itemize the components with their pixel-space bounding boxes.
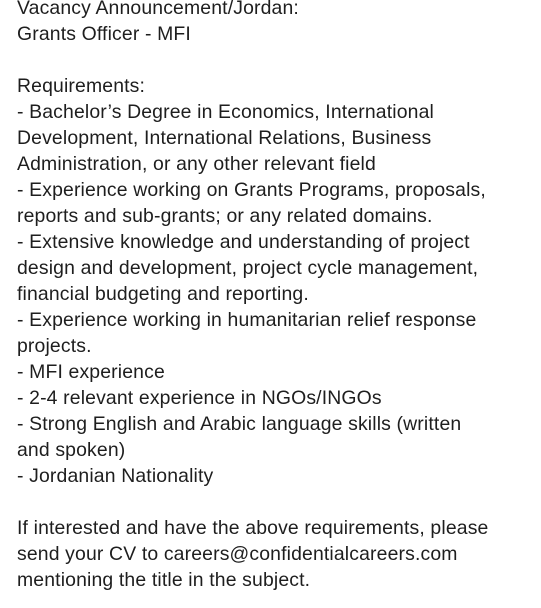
requirements-section xyxy=(17,73,535,489)
requirement-item xyxy=(17,229,535,307)
requirement-item xyxy=(17,385,535,411)
requirement-line: Development, International Relations, Business xyxy=(17,127,432,149)
closing-line: mentioning the title in the subject. xyxy=(17,569,311,591)
requirement-line: reports and sub-grants; or any related domains. xyxy=(17,205,433,227)
requirement-line: financial budgeting and reporting. xyxy=(17,283,309,305)
requirement-item xyxy=(17,463,535,489)
job-title: Grants Officer - MFI xyxy=(17,23,191,45)
requirement-line: design and development, project cycle management, xyxy=(17,257,479,279)
requirement-line: projects. xyxy=(17,335,92,357)
requirement-line: - Strong English and Arabic language skills (written xyxy=(17,413,462,435)
requirement-line: - Bachelor’s Degree in Economics, International xyxy=(17,101,434,123)
spacer xyxy=(17,47,535,73)
closing-line-email: send your CV to careers@confidentialcareers.com xyxy=(17,543,458,565)
requirements-heading: Requirements: xyxy=(17,75,146,97)
requirement-item xyxy=(17,177,535,229)
requirement-item xyxy=(17,359,535,385)
requirement-line: Administration, or any other relevant field xyxy=(17,153,376,175)
requirement-line: - Jordanian Nationality xyxy=(17,465,214,487)
requirement-line: - Experience working in humanitarian relief response xyxy=(17,309,477,331)
closing-section xyxy=(17,515,535,593)
requirement-line: - MFI experience xyxy=(17,361,165,383)
requirement-line: - Extensive knowledge and understanding of project xyxy=(17,231,470,253)
closing-line: If interested and have the above requirements, please xyxy=(17,517,489,539)
announcement-header xyxy=(17,0,535,47)
requirement-item xyxy=(17,307,535,359)
requirement-line: - Experience working on Grants Programs, proposals, xyxy=(17,179,486,201)
announcement-title: Vacancy Announcement/Jordan: xyxy=(17,0,299,19)
requirement-line: - 2-4 relevant experience in NGOs/INGOs xyxy=(17,387,382,409)
requirements-list xyxy=(17,99,535,489)
requirement-item xyxy=(17,411,535,463)
spacer xyxy=(17,489,535,515)
requirement-line: and spoken) xyxy=(17,439,126,461)
requirement-item xyxy=(17,99,535,177)
